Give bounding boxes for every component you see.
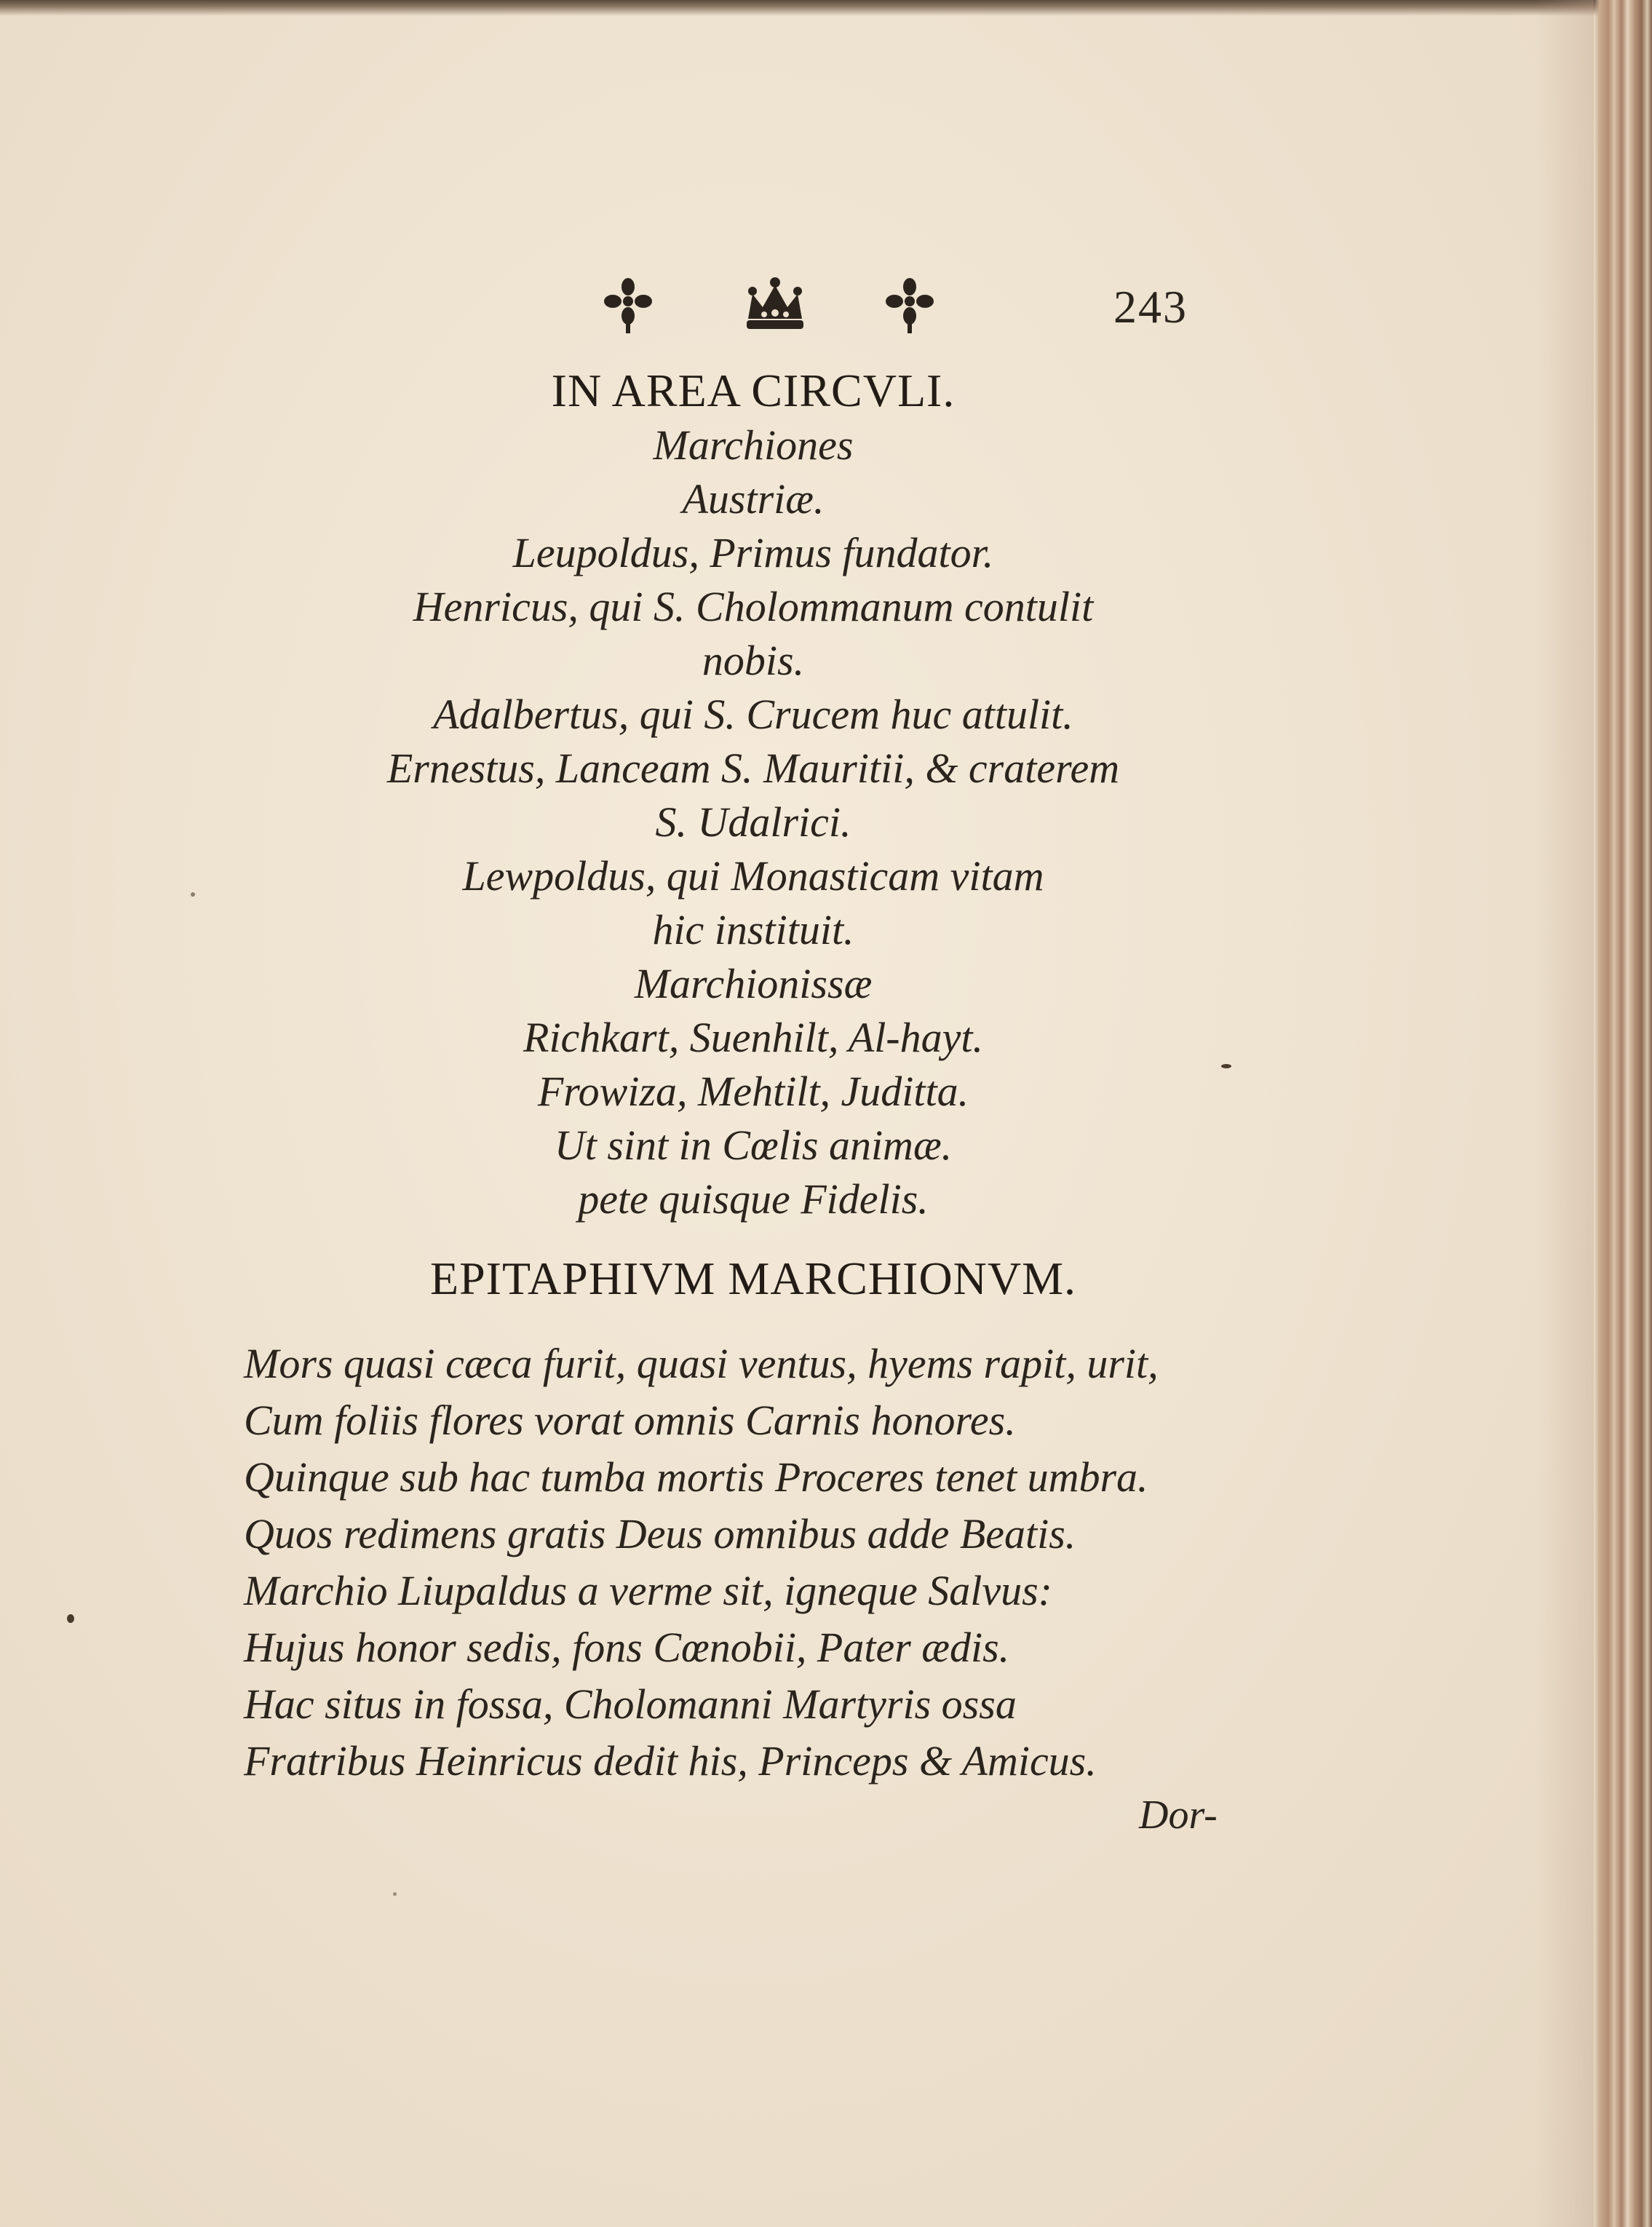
text-line: nobis. — [702, 637, 805, 684]
poem-line: Hujus honor sedis, fons Cœnobii, Pater ædis. — [244, 1624, 1010, 1671]
poem-line: Cum foliis flores vorat omnis Carnis honores. — [244, 1397, 1016, 1444]
text-line: Frowiza, Mehtilt, Juditta. — [537, 1068, 969, 1115]
catchword: Dor- — [1139, 1793, 1218, 1838]
poem-line: Hac situs in fossa, Cholomanni Martyris ossa — [244, 1680, 1017, 1728]
section-title-epitaphium: EPITAPHIVM MARCHIONVM. — [429, 1253, 1077, 1304]
text-line: hic instituit. — [652, 906, 854, 953]
paper-speck — [67, 1614, 74, 1623]
text-line: Austriæ. — [682, 475, 825, 523]
poem-line: Quinque sub hac tumba mortis Proceres tenet umbra. — [244, 1453, 1148, 1501]
text-line: pete quisque Fidelis. — [578, 1175, 929, 1223]
paper-speck — [393, 1892, 397, 1896]
text-line: Adalbertus, qui S. Crucem huc attulit. — [433, 691, 1073, 738]
poem-line: Mors quasi cæca furit, quasi ventus, hyems rapit, urit, — [244, 1340, 1159, 1387]
text-line: Ut sint in Cœlis animæ. — [554, 1122, 953, 1169]
text-line: Marchiones — [653, 421, 854, 469]
poem-line: Marchio Liupaldus a verme sit, igneque Salvus: — [244, 1567, 1052, 1614]
text-line: Marchionissæ — [634, 960, 873, 1007]
crown-icon — [742, 275, 808, 333]
text-line: Ernestus, Lanceam S. Mauritii, & craterem — [386, 745, 1120, 792]
text-line: Lewpoldus, qui Monasticam vitam — [462, 852, 1044, 900]
fleur-icon — [884, 277, 935, 335]
fleur-icon — [603, 277, 654, 335]
paper-speck — [191, 892, 195, 897]
section-title-in-area-circuli: IN AREA CIRCVLI. — [551, 365, 956, 416]
page-number: 243 — [1113, 281, 1188, 333]
text-line: Henricus, qui S. Cholommanum contulit — [413, 583, 1094, 630]
paper-speck — [1221, 1064, 1231, 1068]
poem-line: Fratribus Heinricus dedit his, Princeps & Amicus. — [244, 1737, 1097, 1785]
header-ornaments — [597, 277, 961, 349]
book-spine — [1594, 0, 1652, 2227]
poem-line: Quos redimens gratis Deus omnibus adde Beatis. — [244, 1510, 1076, 1557]
text-line: S. Udalrici. — [655, 798, 851, 846]
page-top-edge — [0, 0, 1652, 16]
text-line: Richkart, Suenhilt, Al-hayt. — [523, 1014, 983, 1061]
text-line: Leupoldus, Primus fundator. — [512, 529, 994, 576]
